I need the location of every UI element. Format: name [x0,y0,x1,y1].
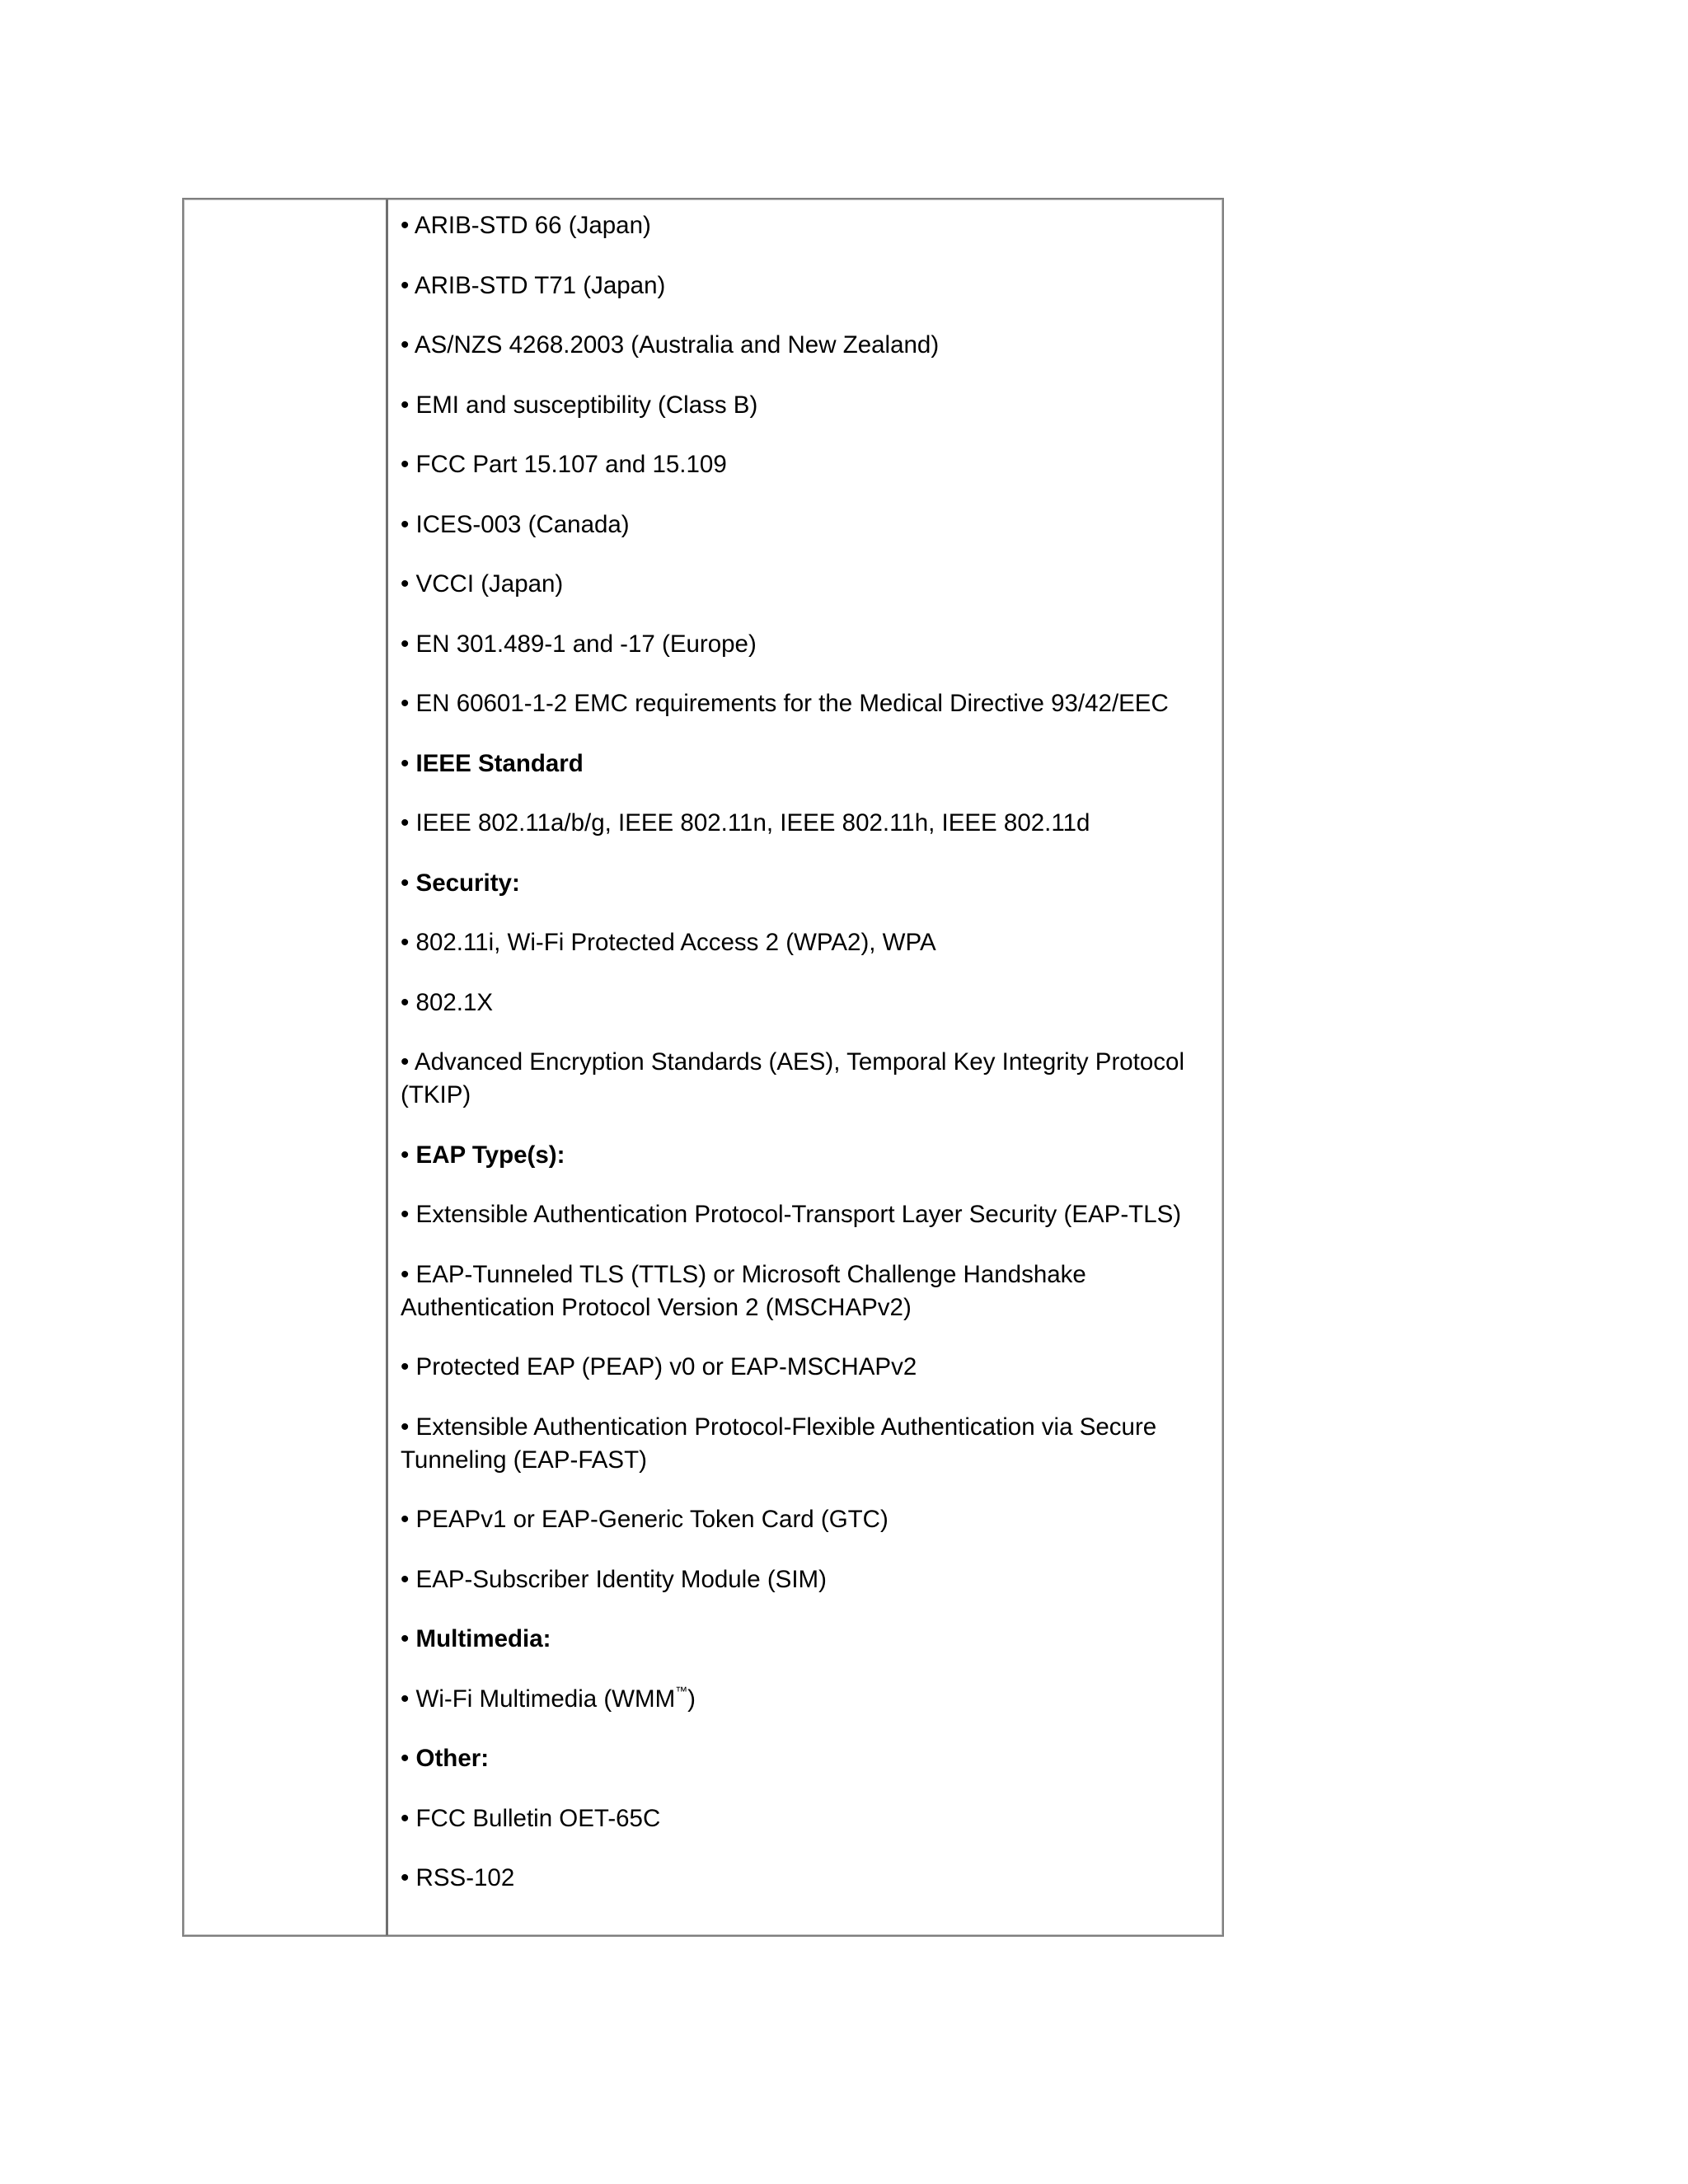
list-item: • FCC Part 15.107 and 15.109 [401,451,727,478]
list-item: • 802.1X [401,988,494,1016]
list-item: • Wi-Fi Multimedia (WMM™) [401,1684,696,1713]
list-item: • Extensible Authentication Protocol-Transport Layer Security (EAP-TLS) [401,1201,1182,1228]
spec-value-cell [388,199,1222,1935]
section-heading-other: • Other: [401,1745,490,1772]
trademark-symbol: ™ [675,1684,688,1699]
list-item: • ICES-003 (Canada) [401,510,630,538]
section-heading-multimedia: • Multimedia: [401,1625,551,1652]
list-item: • 802.11i, Wi-Fi Protected Access 2 (WPA2), WPA [401,929,936,956]
list-item: • IEEE 802.11a/b/g, IEEE 802.11n, IEEE 802.11h, IEEE 802.11d [401,809,1090,837]
list-item: • RSS-102 [401,1864,515,1891]
list-item: • EMI and susceptibility (Class B) [401,391,758,419]
spec-list [401,209,1198,1895]
list-item: • Advanced Encryption Standards (AES), Temporal Key Integrity Protocol (TKIP) [401,1048,1184,1108]
list-item: • FCC Bulletin OET-65C [401,1804,661,1832]
list-item: • ARIB-STD T71 (Japan) [401,271,666,299]
list-item: • EN 60601-1-2 EMC requirements for the Medical Directive 93/42/EEC [401,690,1169,717]
list-item: • ARIB-STD 66 (Japan) [401,212,651,239]
list-item: • AS/NZS 4268.2003 (Australia and New Zealand) [401,331,940,359]
list-item: • EAP-Tunneled TLS (TTLS) or Microsoft Challenge Handshake Authentication Protocol Version 2 (MSCHAPv2) [401,1260,1086,1321]
section-heading-security: • Security: [401,869,520,897]
section-heading-eap: • EAP Type(s): [401,1141,565,1169]
section-heading-ieee: • IEEE Standard [401,749,584,777]
list-item: • Extensible Authentication Protocol-Flexible Authentication via Secure Tunneling (EAP-FAST) [401,1413,1157,1474]
spec-label-cell [184,199,388,1935]
spec-table [182,198,1224,1937]
list-item: • EN 301.489-1 and -17 (Europe) [401,630,757,658]
list-item: • VCCI (Japan) [401,570,564,598]
list-item: • PEAPv1 or EAP-Generic Token Card (GTC) [401,1506,889,1533]
list-item: • EAP-Subscriber Identity Module (SIM) [401,1565,827,1593]
list-item: • Protected EAP (PEAP) v0 or EAP-MSCHAPv2 [401,1353,917,1380]
